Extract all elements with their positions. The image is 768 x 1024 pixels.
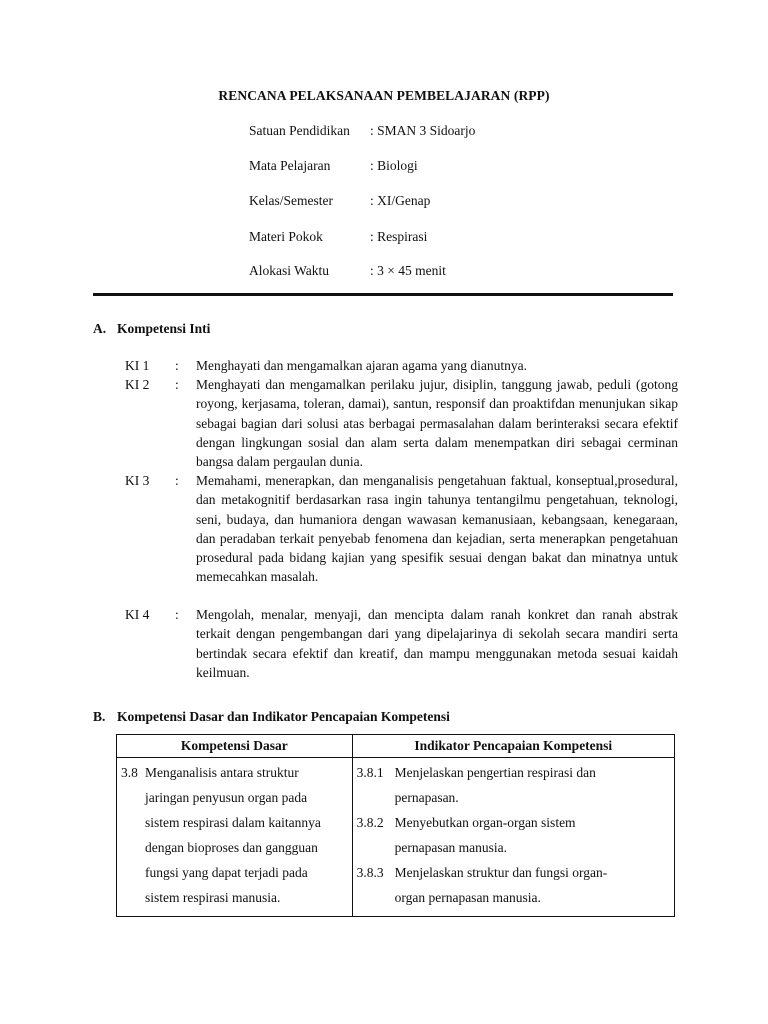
ki-code: KI 2 [125, 377, 150, 392]
ki-colon: : [175, 607, 179, 622]
indicator-line: pernapasan manusia. [394, 840, 508, 855]
document-title: RENCANA PELAKSANAAN PEMBELAJARAN (RPP) [218, 88, 550, 103]
indicator-line: pernapasan. [394, 790, 459, 805]
column-header: Indikator Pencapaian Kompetensi [352, 735, 674, 758]
identity-value: : XI/Genap [370, 193, 431, 208]
indicator-item [357, 860, 670, 910]
kd-line: Menganalisis antara struktur [145, 765, 299, 780]
identity-label: Alokasi Waktu [249, 263, 330, 278]
kd-line: fungsi yang dapat terjadi pada [145, 865, 308, 880]
ki-colon: : [175, 473, 179, 488]
table-header-row [117, 735, 675, 758]
identity-value: : Biologi [370, 158, 418, 173]
kd-line: sistem respirasi manusia. [145, 890, 281, 905]
kd-line: sistem respirasi dalam kaitannya [145, 815, 321, 830]
header-divider [93, 293, 673, 296]
identity-label: Mata Pelajaran [249, 158, 331, 173]
kd-line: jaringan penyusun organ pada [145, 790, 308, 805]
kd-text [145, 760, 348, 910]
competency-table [116, 734, 675, 917]
identity-label: Materi Pokok [249, 229, 323, 244]
indicator-line: Menyebutkan organ-organ sistem [394, 815, 576, 830]
section-title: Kompetensi Inti [117, 321, 211, 336]
kd-cell [117, 758, 353, 917]
identity-value: : Respirasi [370, 229, 428, 244]
indicator-code: 3.8.1 [356, 765, 384, 780]
section-a-heading [93, 321, 210, 337]
section-number: A. [93, 321, 107, 336]
table-row [117, 758, 675, 917]
section-title: Kompetensi Dasar dan Indikator Pencapaian Kompetensi [117, 709, 450, 724]
indicator-code: 3.8.2 [356, 815, 384, 830]
ki-colon: : [175, 377, 179, 392]
indicator-item [357, 810, 670, 860]
indicator-line: Menjelaskan pengertian respirasi dan [394, 765, 596, 780]
ki-text: Mengolah, menalar, menyaji, dan mencipta dalam ranah konkret dan ranah abstrak terkait dengan pengembangan dari yang dipelajarinya di sekolah secara mandiri serta bertindak secara efektif dan kreatif, dan mampu menggunakan metoda sesuai kaidah keilmuan. [196, 607, 678, 680]
identity-value: : 3 × 45 menit [370, 263, 446, 278]
indicator-line: Menjelaskan struktur dan fungsi organ- [394, 865, 608, 880]
ki-code: KI 4 [125, 607, 150, 622]
column-header: Kompetensi Dasar [117, 735, 353, 758]
ki-text: Menghayati dan mengamalkan ajaran agama yang dianutnya. [196, 358, 527, 373]
section-b-heading [93, 709, 450, 725]
ki-colon: : [175, 358, 179, 373]
ki-code: KI 1 [125, 358, 150, 373]
indicator-line: organ pernapasan manusia. [394, 890, 541, 905]
ki-text: Menghayati dan mengamalkan perilaku jujur, disiplin, tanggung jawab, peduli (gotong royong, kerjasama, toleran, damai), santun, responsif dan proaktifdan menunjukan sikap sebagai bagian dari solusi atas berbagai permasalahan dalam berinteraksi secara efektif dengan lingkungan sosial dan alam serta dalam menempatkan diri sebagai cerminan bangsa dalam pergaulan dunia. [196, 377, 678, 470]
section-number: B. [93, 709, 106, 724]
identity-label: Satuan Pendidikan [249, 123, 350, 138]
indicator-item [357, 760, 670, 810]
kd-code: 3.8 [121, 765, 138, 780]
identity-label: Kelas/Semester [249, 193, 333, 208]
indicator-code: 3.8.3 [356, 865, 384, 880]
kd-line: dengan bioproses dan gangguan [145, 840, 318, 855]
identity-value: : SMAN 3 Sidoarjo [370, 123, 476, 138]
ki-code: KI 3 [125, 473, 150, 488]
ki-text: Memahami, menerapkan, dan menganalisis pengetahuan faktual, konseptual,prosedural, dan metakognitif berdasarkan rasa ingin tahunya tentangilmu pengetahuan, teknologi, seni, budaya, dan humaniora dengan wawasan kemanusiaan, kebangsaan, kenegaraan, dan peradaban terkait penyebab fenomena dan kejadian, serta menerapkan pengetahuan prosedural pada bidang kajian yang spesifik sesuai dengan bakat dan minatnya untuk memecahkan masalah. [196, 473, 678, 585]
indicator-cell [352, 758, 674, 917]
